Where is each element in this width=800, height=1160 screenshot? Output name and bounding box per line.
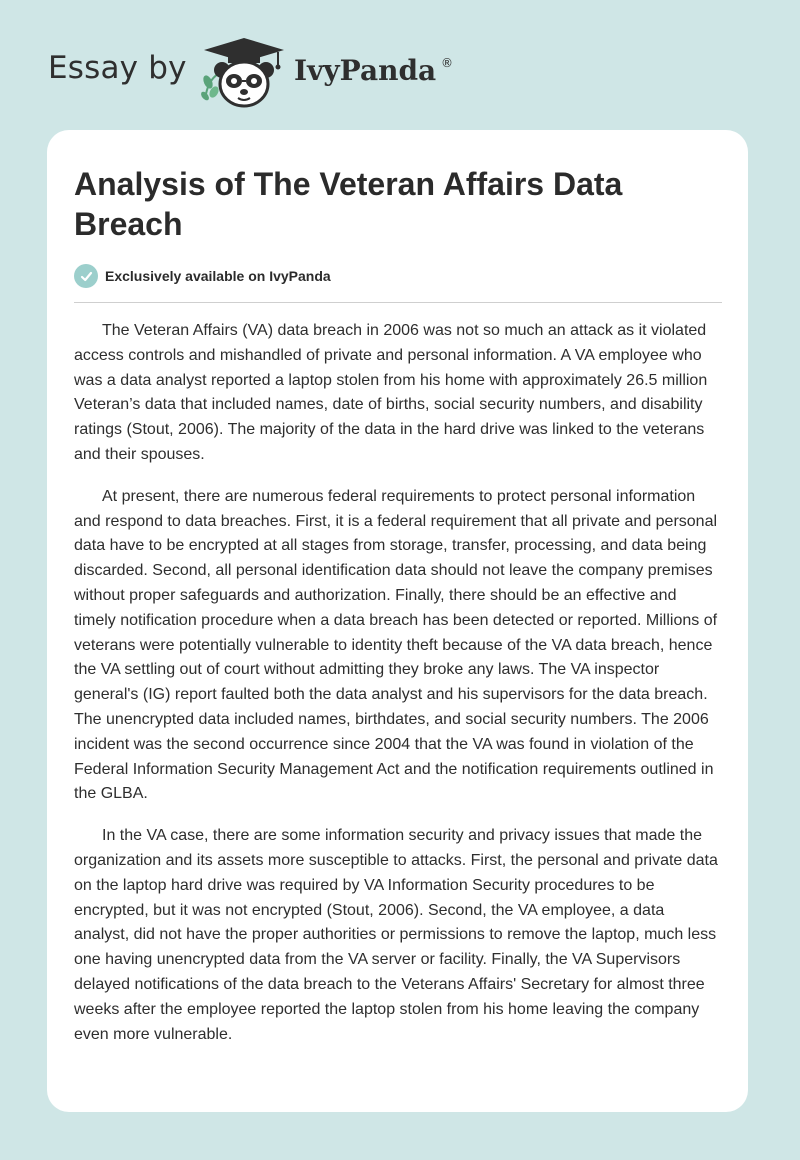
essay-body bbox=[74, 319, 722, 1064]
essay-title: Analysis of The Veteran Affairs Data Breach bbox=[74, 166, 623, 242]
paragraph: The Veteran Affairs (VA) data breach in 2006 was not so much an attack as it violated access controls and mishandled of private and personal information. A VA employee who was a data analyst reported a laptop stolen from his home with approximately 26.5 million Veteran’s data that included names, date of births, social security numbers, and disability ratings (Stout, 2006). The majority of the data in the hard drive was linked to the veterans and their spouses. bbox=[74, 322, 708, 463]
exclusive-badge-text: Exclusively available on IvyPanda bbox=[105, 268, 331, 284]
check-icon bbox=[74, 264, 98, 288]
registered-mark: ® bbox=[441, 56, 453, 70]
brand-prefix: Essay by bbox=[48, 50, 187, 86]
brand-name[interactable]: IvyPanda bbox=[294, 54, 437, 87]
paragraph: At present, there are numerous federal requirements to protect personal information and respond to data breaches. First, it is a federal requirement that all private and personal data have to be encrypted at all stages from storage, transfer, processing, and data being discarded. Second, all personal identification data should not leave the company premises without proper safeguards and authorization. Finally, there should be an effective and timely notification procedure when a data breach has been detected or reported. Millions of veterans were potentially vulnerable to identity theft because of the VA data breach, hence the VA settling out of court without admitting they broke any laws. The VA inspector general's (IG) report faulted both the data analyst and his supervisors for the data breach. The unencrypted data included names, birthdates, and social security numbers. The 2006 incident was the second occurrence since 2004 that the VA was found in violation of the Federal Information Security Management Act and the notification requirements outlined in the GLBA. bbox=[74, 487, 718, 803]
exclusive-badge bbox=[74, 264, 331, 288]
divider bbox=[74, 302, 722, 303]
paragraph: In the VA case, there are some information security and privacy issues that made the organization and its assets more susceptible to attacks. First, the personal and private data on the laptop hard drive was required by VA Information Security procedures to be encrypted, but it was not encrypted (Stout, 2006). Second, the VA employee, a data analyst, did not have the proper authorities or permissions to remove the laptop, much less one having unencrypted data from the VA server or facility. Finally, the VA Supervisors delayed notifications of the data breach to the Veterans Affairs' Secretary for almost three weeks after the employee reported the laptop stolen from his home leaving the company even more vulnerable. bbox=[74, 827, 718, 1043]
essay-card bbox=[47, 130, 748, 1112]
panda-graduate-icon[interactable] bbox=[198, 36, 290, 110]
site-header bbox=[0, 0, 800, 120]
